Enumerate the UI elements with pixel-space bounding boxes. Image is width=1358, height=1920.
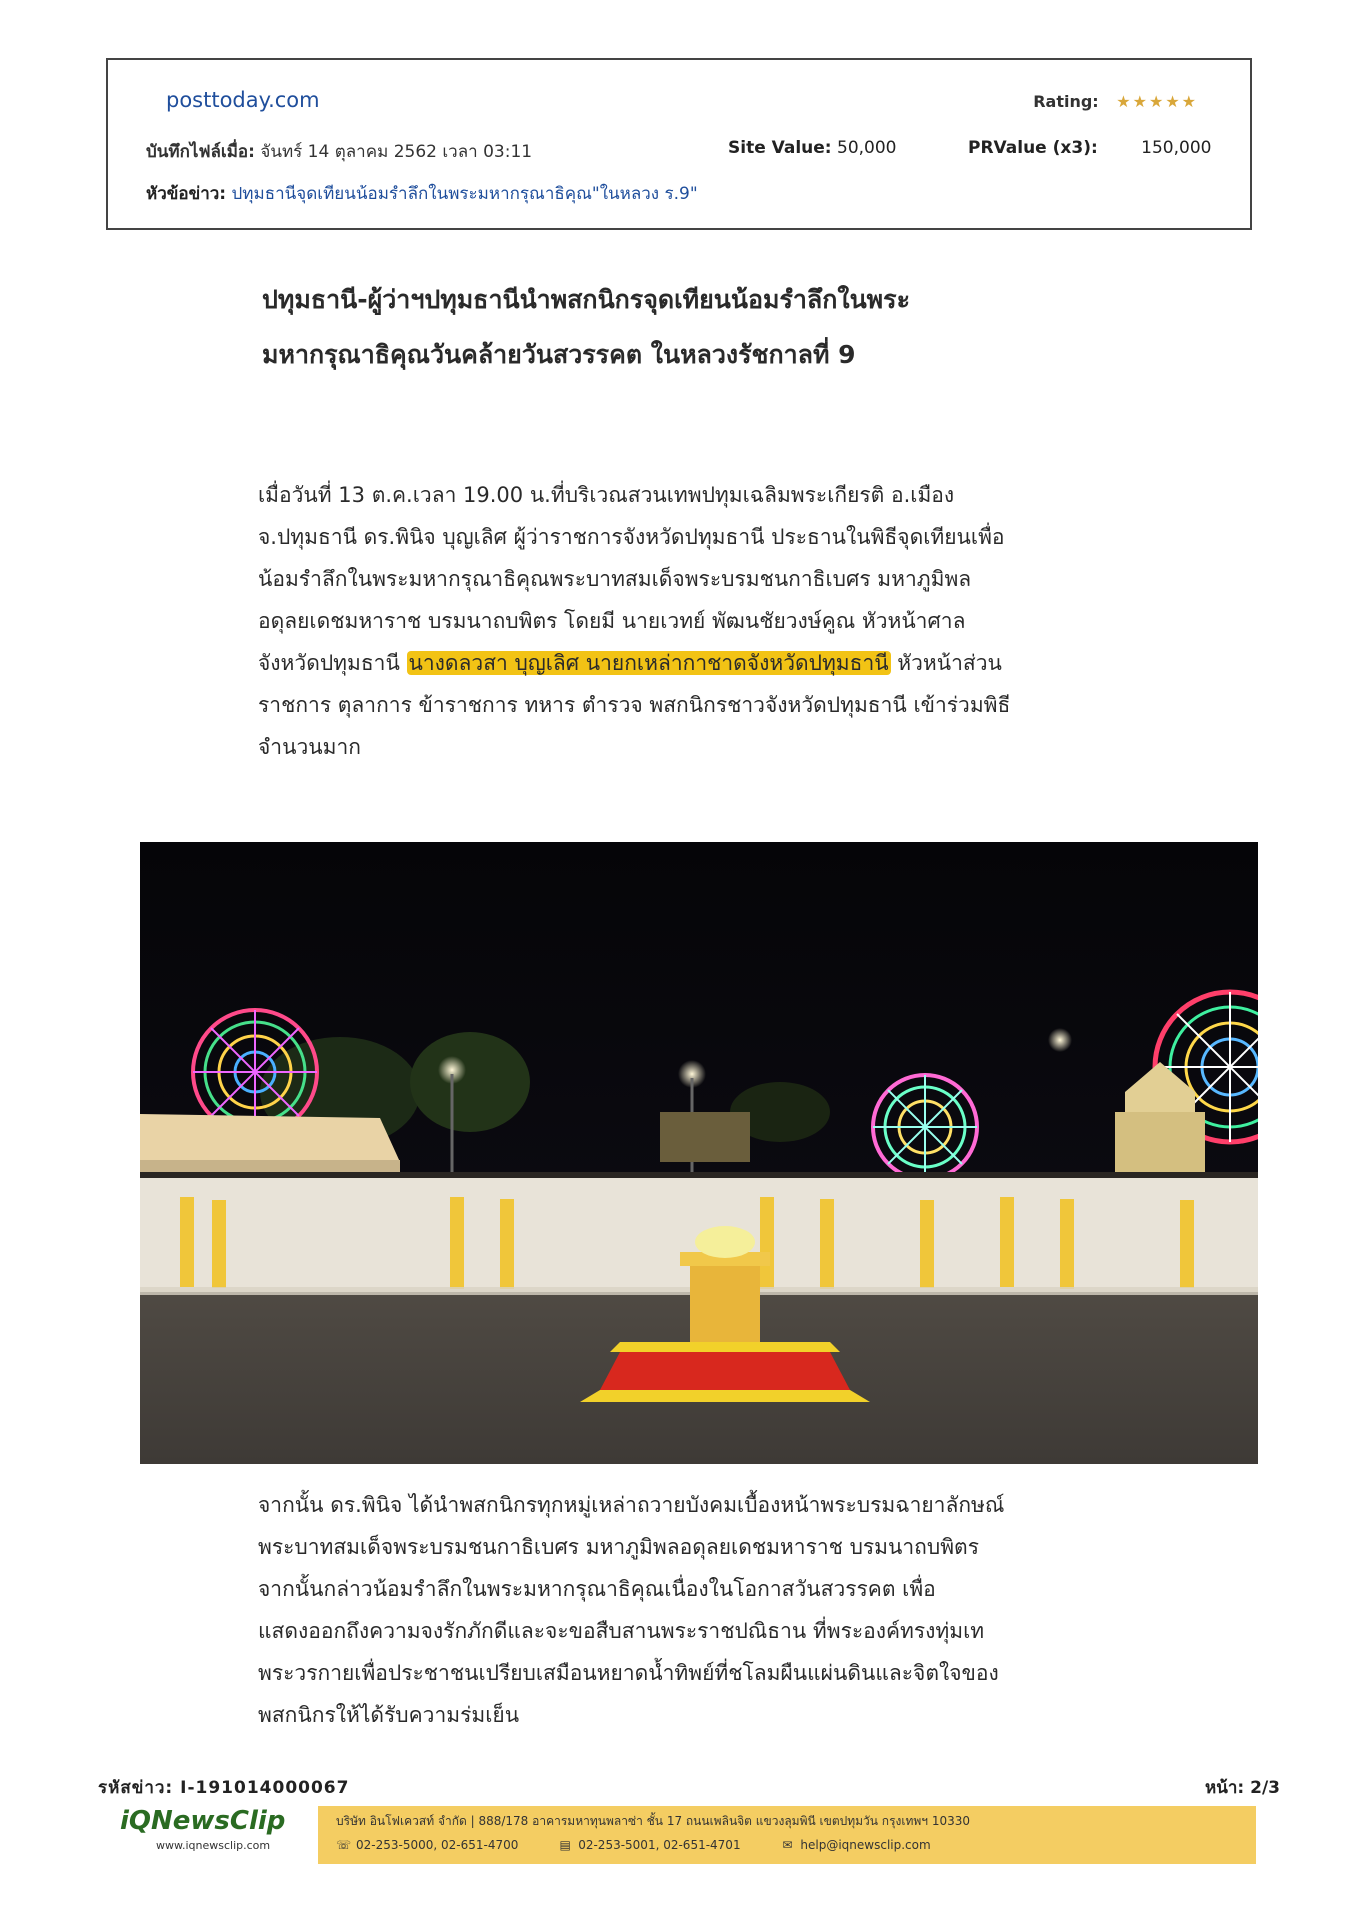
paragraph-line: แสดงออกถึงความจงรักภักดีและจะขอสืบสานพระราชปณิธาน ที่พระองค์ทรงทุ่มเท bbox=[258, 1619, 985, 1643]
email-text: help@iqnewsclip.com bbox=[800, 1838, 931, 1852]
paragraph-line: ราชการ ตุลาการ ข้าราชการ ทหาร ตำรวจ พสกนิกรชาวจังหวัดปทุมธานี เข้าร่วมพิธี bbox=[258, 693, 1011, 717]
rating-label: Rating: bbox=[1033, 92, 1099, 111]
saved-label: บันทึกไฟล์เมื่อ: bbox=[146, 142, 255, 162]
site-value bbox=[728, 138, 897, 158]
iqnewsclip-logo bbox=[120, 1806, 300, 1856]
article-paragraph-1 bbox=[258, 474, 1138, 768]
article-paragraph-2 bbox=[258, 1484, 1158, 1736]
topic-value: ปทุมธานีจุดเทียนน้อมรำลึกในพระมหากรุณาธิคุณ"ในหลวง ร.9" bbox=[231, 184, 698, 204]
prvalue bbox=[968, 138, 1211, 158]
paragraph-line: เมื่อวันที่ 13 ต.ค.เวลา 19.00 น.ที่บริเวณสวนเทพปทุมเฉลิมพระเกียรติ อ.เมือง bbox=[258, 483, 955, 507]
phone-text: 02-253-5000, 02-651-4700 bbox=[356, 1838, 519, 1852]
fax-icon: ▤ bbox=[559, 1838, 571, 1852]
paragraph-line: พสกนิกรให้ได้รับความร่มเย็น bbox=[258, 1703, 520, 1727]
article-headline bbox=[262, 272, 1122, 382]
email-icon: ✉ bbox=[782, 1838, 793, 1852]
footer-bar bbox=[318, 1806, 1256, 1864]
paragraph-line: พระวรกายเพื่อประชาชนเปรียบเสมือนหยาดน้ำทิพย์ที่ชโลมผืนแผ่นดินและจิตใจของ bbox=[258, 1661, 999, 1685]
fax-item bbox=[558, 1838, 740, 1852]
paragraph-line bbox=[258, 642, 1138, 684]
paragraph-line: จ.ปทุมธานี ดร.พินิจ บุญเลิศ ผู้ว่าราชการจังหวัดปทุมธานี ประธานในพิธีจุดเทียนเพื่อ bbox=[258, 525, 1005, 549]
line-text: จังหวัดปทุมธานี bbox=[258, 651, 407, 675]
line-text: หัวหน้าส่วน bbox=[890, 651, 1002, 675]
paragraph-line: จำนวนมาก bbox=[258, 735, 361, 759]
page-number: หน้า: 2/3 bbox=[1205, 1778, 1280, 1798]
topic-row bbox=[146, 180, 698, 207]
site-value-label: Site Value: bbox=[728, 138, 832, 158]
logo-text: iQNewsClip bbox=[120, 1806, 286, 1836]
headline-line: ปทุมธานี-ผู้ว่าฯปทุมธานีนำพสกนิกรจุดเทียนน้อมรำลึกในพระ bbox=[262, 285, 911, 314]
site-value-number: 50,000 bbox=[837, 138, 897, 158]
site-name: posttoday.com bbox=[166, 88, 320, 112]
paragraph-line: พระบาทสมเด็จพระบรมชนกาธิเบศร มหาภูมิพลอดุลยเดชมหาราช บรมนาถบพิตร bbox=[258, 1535, 979, 1559]
phone-item bbox=[336, 1838, 518, 1852]
contact-row bbox=[336, 1838, 967, 1852]
paragraph-line: น้อมรำลึกในพระมหากรุณาธิคุณพระบาทสมเด็จพระบรมชนกาธิเบศร มหาภูมิพล bbox=[258, 567, 972, 591]
rating-stars-icon: ★★★★★ bbox=[1116, 92, 1198, 111]
topic-label: หัวข้อข่าว: bbox=[146, 184, 227, 204]
email-item bbox=[780, 1838, 930, 1852]
clip-header-box bbox=[106, 58, 1252, 230]
prvalue-label: PRValue (x3): bbox=[968, 138, 1098, 158]
logo-url: www.iqnewsclip.com bbox=[156, 1839, 271, 1852]
company-address: บริษัท อินโฟเควสท์ จำกัด | 888/178 อาคารมหาทุนพลาซ่า ชั้น 17 ถนนเพลินจิต แขวงลุมพินี เขตปทุมวัน กรุงเทพฯ 10330 bbox=[336, 1814, 971, 1828]
headline-line: มหากรุณาธิคุณวันคล้ายวันสวรรคต ในหลวงรัชกาลที่ 9 bbox=[262, 340, 856, 369]
paragraph-line: จากนั้น ดร.พินิจ ได้นำพสกนิกรทุกหมู่เหล่าถวายบังคมเบื้องหน้าพระบรมฉายาลักษณ์ bbox=[258, 1493, 1005, 1517]
rating bbox=[1033, 92, 1198, 111]
ceremony-photo bbox=[140, 842, 1258, 1464]
phone-icon: ☏ bbox=[336, 1838, 352, 1852]
news-id: รหัสข่าว: I-191014000067 bbox=[98, 1778, 350, 1798]
highlighted-text: นางดลวสา บุญเลิศ นายกเหล่ากาชาดจังหวัดปทุมธานี bbox=[408, 651, 889, 675]
fax-text: 02-253-5001, 02-651-4701 bbox=[578, 1838, 741, 1852]
saved-row bbox=[146, 138, 532, 165]
saved-value: จันทร์ 14 ตุลาคม 2562 เวลา 03:11 bbox=[260, 142, 533, 162]
prvalue-number: 150,000 bbox=[1141, 138, 1212, 158]
paragraph-line: จากนั้นกล่าวน้อมรำลึกในพระมหากรุณาธิคุณเนื่องในโอกาสวันสวรรคต เพื่อ bbox=[258, 1577, 936, 1601]
paragraph-line: อดุลยเดชมหาราช บรมนาถบพิตร โดยมี นายเวทย์ พัฒนชัยวงษ์คูณ หัวหน้าศาล bbox=[258, 609, 966, 633]
